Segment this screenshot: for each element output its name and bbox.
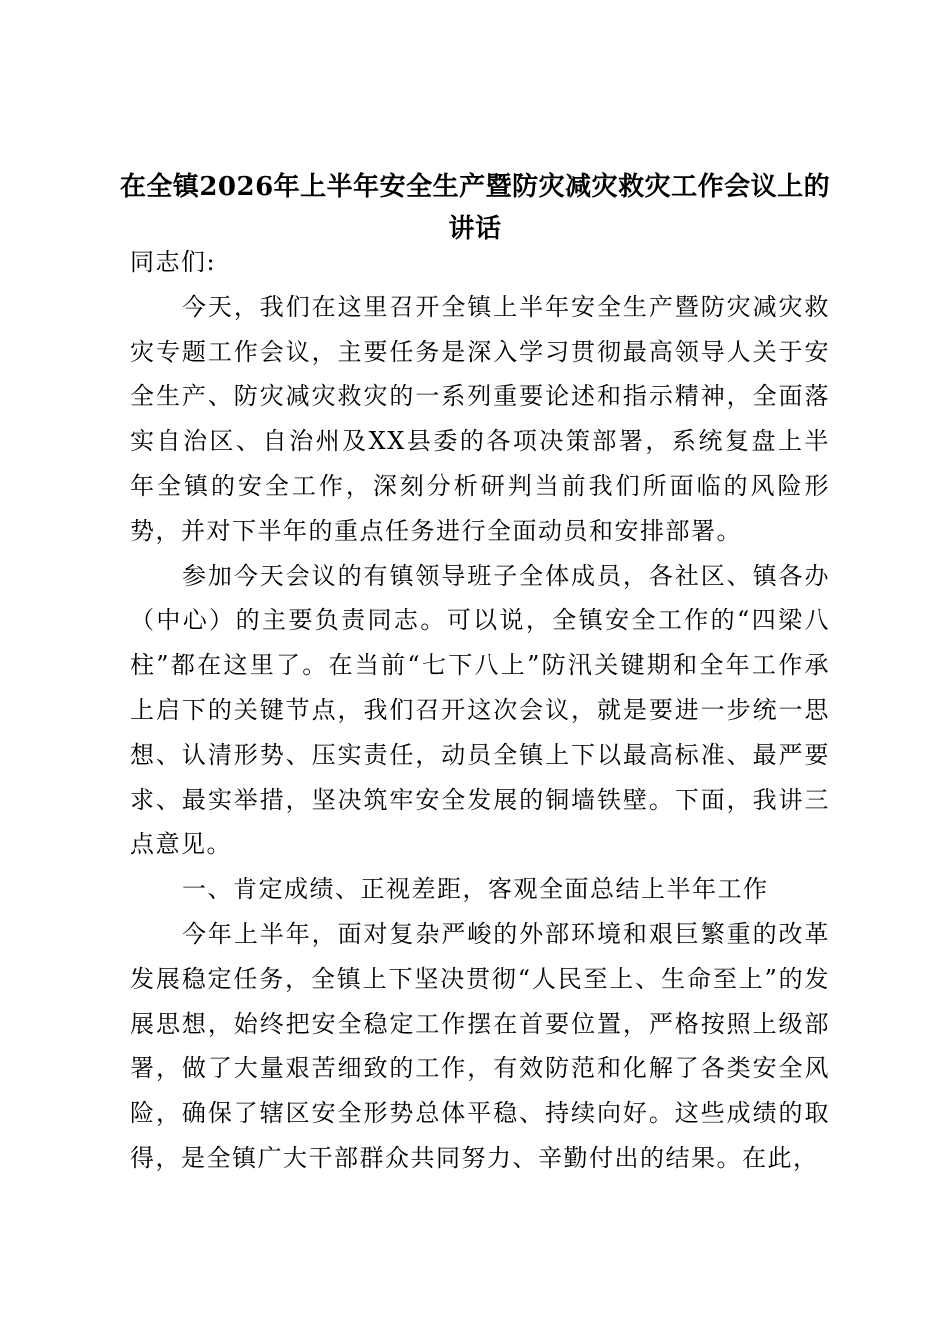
paragraph-achievements: 今年上半年，面对复杂严峻的外部环境和艰巨繁重的改革发展稳定任务，全镇上下坚决贯彻“人民至上、生命至上”的发展思想，始终把安全稳定工作摆在首要位置，严格按照上级部署，做了大量艰苦细致的工作，有效防范和化解了各类安全风险，确保了辖区安全形势总体平稳、持续向好。这些成绩的取得，是全镇广大干部群众共同努力、辛勤付出的结果。在此， — [130, 919, 830, 1172]
paragraph-attendees: 参加今天会议的有镇领导班子全体成员，各社区、镇各办（中心）的主要负责同志。可以说，全镇安全工作的“四梁八柱”都在这里了。在当前“七下八上”防汛关键期和全年工作承上启下的关键节点，我们召开这次会议，就是要进一步统一思想、认清形势、压实责任，动员全镇上下以最高标准、最严要求、最实举措，坚决筑牢安全发展的铜墙铁壁。下面，我讲三点意见。 — [130, 561, 830, 859]
paragraph-opening: 今天，我们在这里召开全镇上半年安全生产暨防灾减灾救灾专题工作会议，主要任务是深入学习贯彻最高领导人关于安全生产、防灾减灾救灾的一系列重要论述和指示精神，全面落实自治区、自治州及XX县委的各项决策部署，系统复盘上半年全镇的安全工作，深刻分析研判当前我们所面临的风险形势，并对下半年的重点任务进行全面动员和安排部署。 — [130, 292, 830, 545]
document-body — [130, 240, 830, 1181]
section-heading-1: 一、肯定成绩、正视差距，客观全面总结上半年工作 — [182, 875, 769, 904]
salutation: 同志们: — [130, 248, 217, 276]
document-title: 在全镇2026年上半年安全生产暨防灾减灾救灾工作会议上的讲话 — [119, 172, 831, 244]
